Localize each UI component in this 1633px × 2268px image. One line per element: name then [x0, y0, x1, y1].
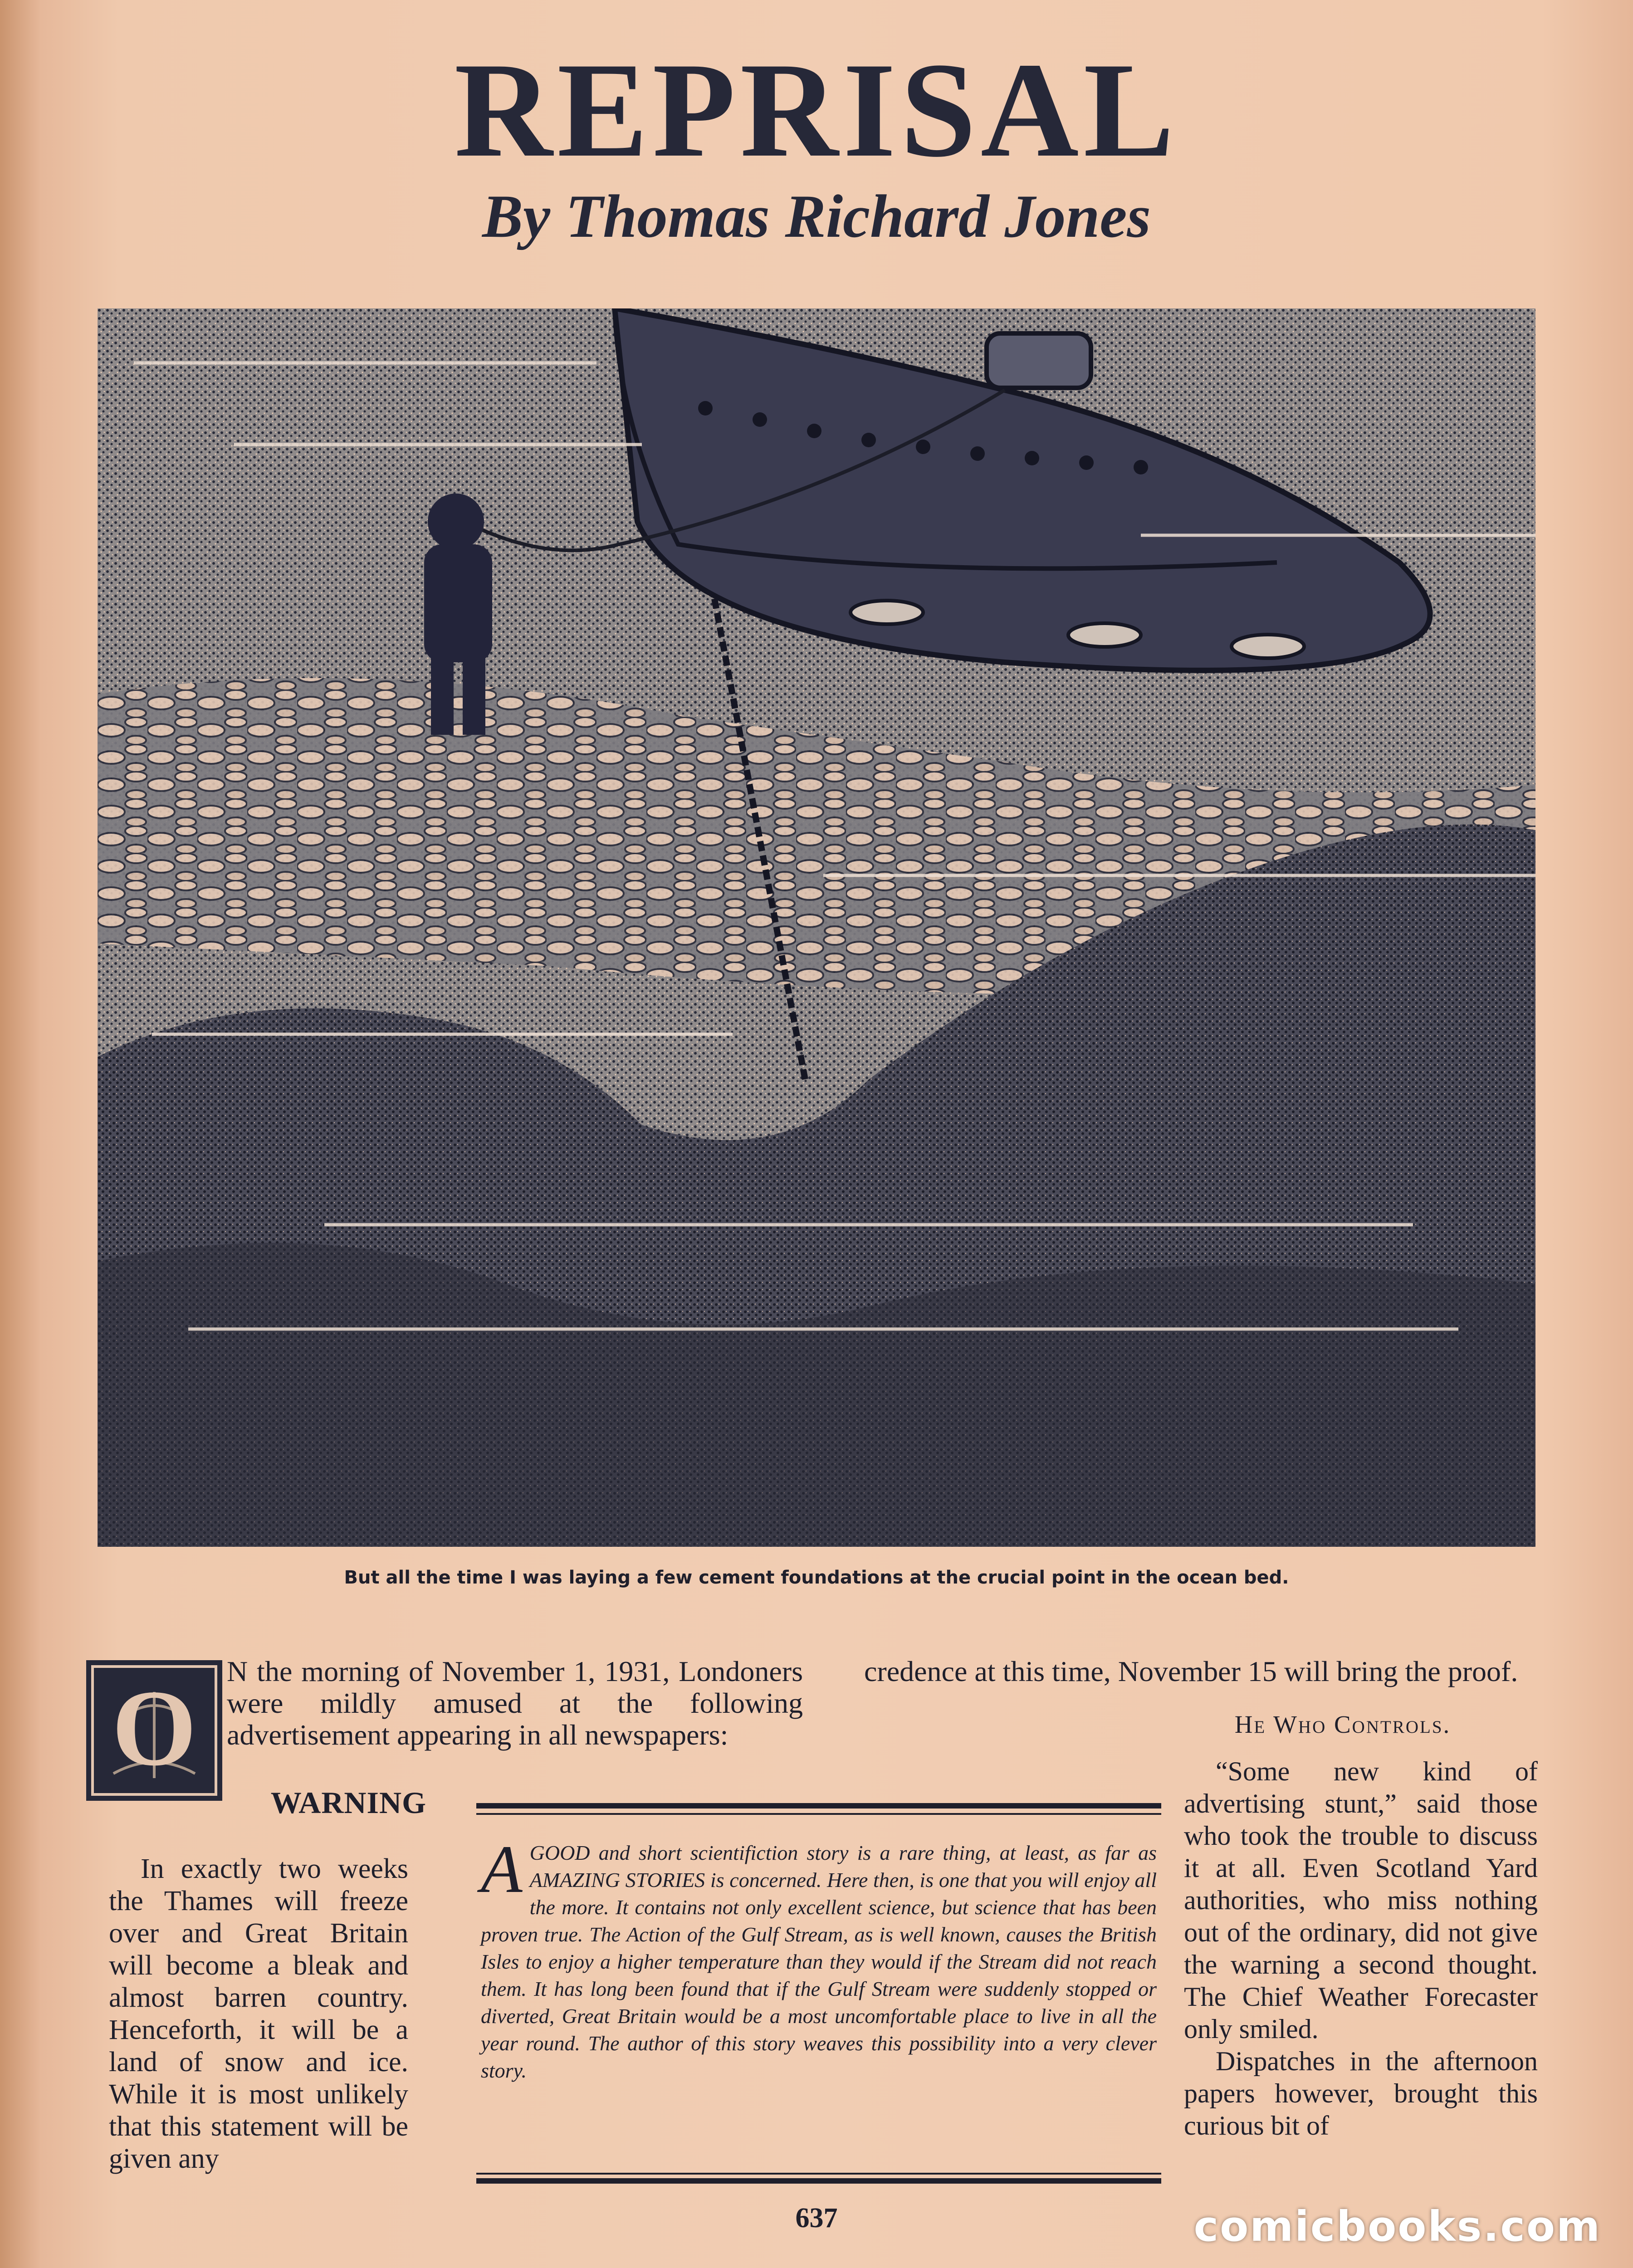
- warning-text: In exactly two weeks the Thames will freeze over and Great Britain will become a bleak and almost barren country. Henceforth, it will be a land of snow and ice. While it is most unlikely that this statement will be given any: [109, 1853, 408, 2174]
- editor-note-bottom-rule-thin: [476, 2173, 1161, 2175]
- editor-note: [481, 1832, 1157, 2084]
- dropcap-ornament: [86, 1660, 222, 1801]
- paragraph-3: Dispatches in the afternoon papers however, brought this curious bit of: [1184, 2046, 1538, 2141]
- author-byline: By Thomas Richard Jones: [482, 183, 1151, 250]
- warning-heading: WARNING: [270, 1785, 426, 1820]
- intro-paragraph: N the morning of November 1, 1931, Londoners were mildly amused at the following advertisement appearing in all newspapers:: [227, 1655, 803, 1751]
- story-title: REPRISAL: [454, 34, 1179, 185]
- warning-signature: He Who Controls.: [1234, 1711, 1451, 1738]
- illustration-caption: But all the time I was laying a few cement foundations at the crucial point in the ocean bed.: [344, 1567, 1289, 1588]
- editor-note-top-rule: [476, 1803, 1161, 1809]
- editor-note-bottom-rule: [476, 2178, 1161, 2184]
- dropcap-letter: O: [112, 1667, 197, 1788]
- story-illustration: [98, 308, 1535, 1547]
- editor-note-initial: A: [481, 1832, 523, 1907]
- paragraph-2: “Some new kind of advertising stunt,” said those who took the trouble to discuss it at all. Even Scotland Yard authorities, who miss nothing out of the ordinary, did not give the warning a second thought. The Chief Weather Forecaster only smiled.: [1184, 1756, 1538, 2044]
- warning-continued: credence at this time, November 15 will bring the proof.: [864, 1655, 1518, 1687]
- editor-note-text: GOOD and short scientifiction story is a rare thing, at least, as far as AMAZING STORIES is concerned. Here then, is one that you will enjoy all the more. It contains not only excellent science, but science that has been proven true. The Action of the Gulf Stream, as is well known, causes the British Isles to enjoy a higher temperature than they would if the Stream did not reach them. It has long been found that if the Gulf Stream were suddenly stopped or diverted, Great Britain would be a most uncomfortable place to live in all the year round. The author of this story weaves this possibility into a very clever story.: [481, 1841, 1157, 2082]
- story-column-right: [1184, 1755, 1538, 2142]
- site-watermark: comicbooks.com: [1193, 2202, 1601, 2251]
- editor-note-top-rule-thin: [476, 1813, 1161, 1815]
- page-number: 637: [795, 2203, 838, 2234]
